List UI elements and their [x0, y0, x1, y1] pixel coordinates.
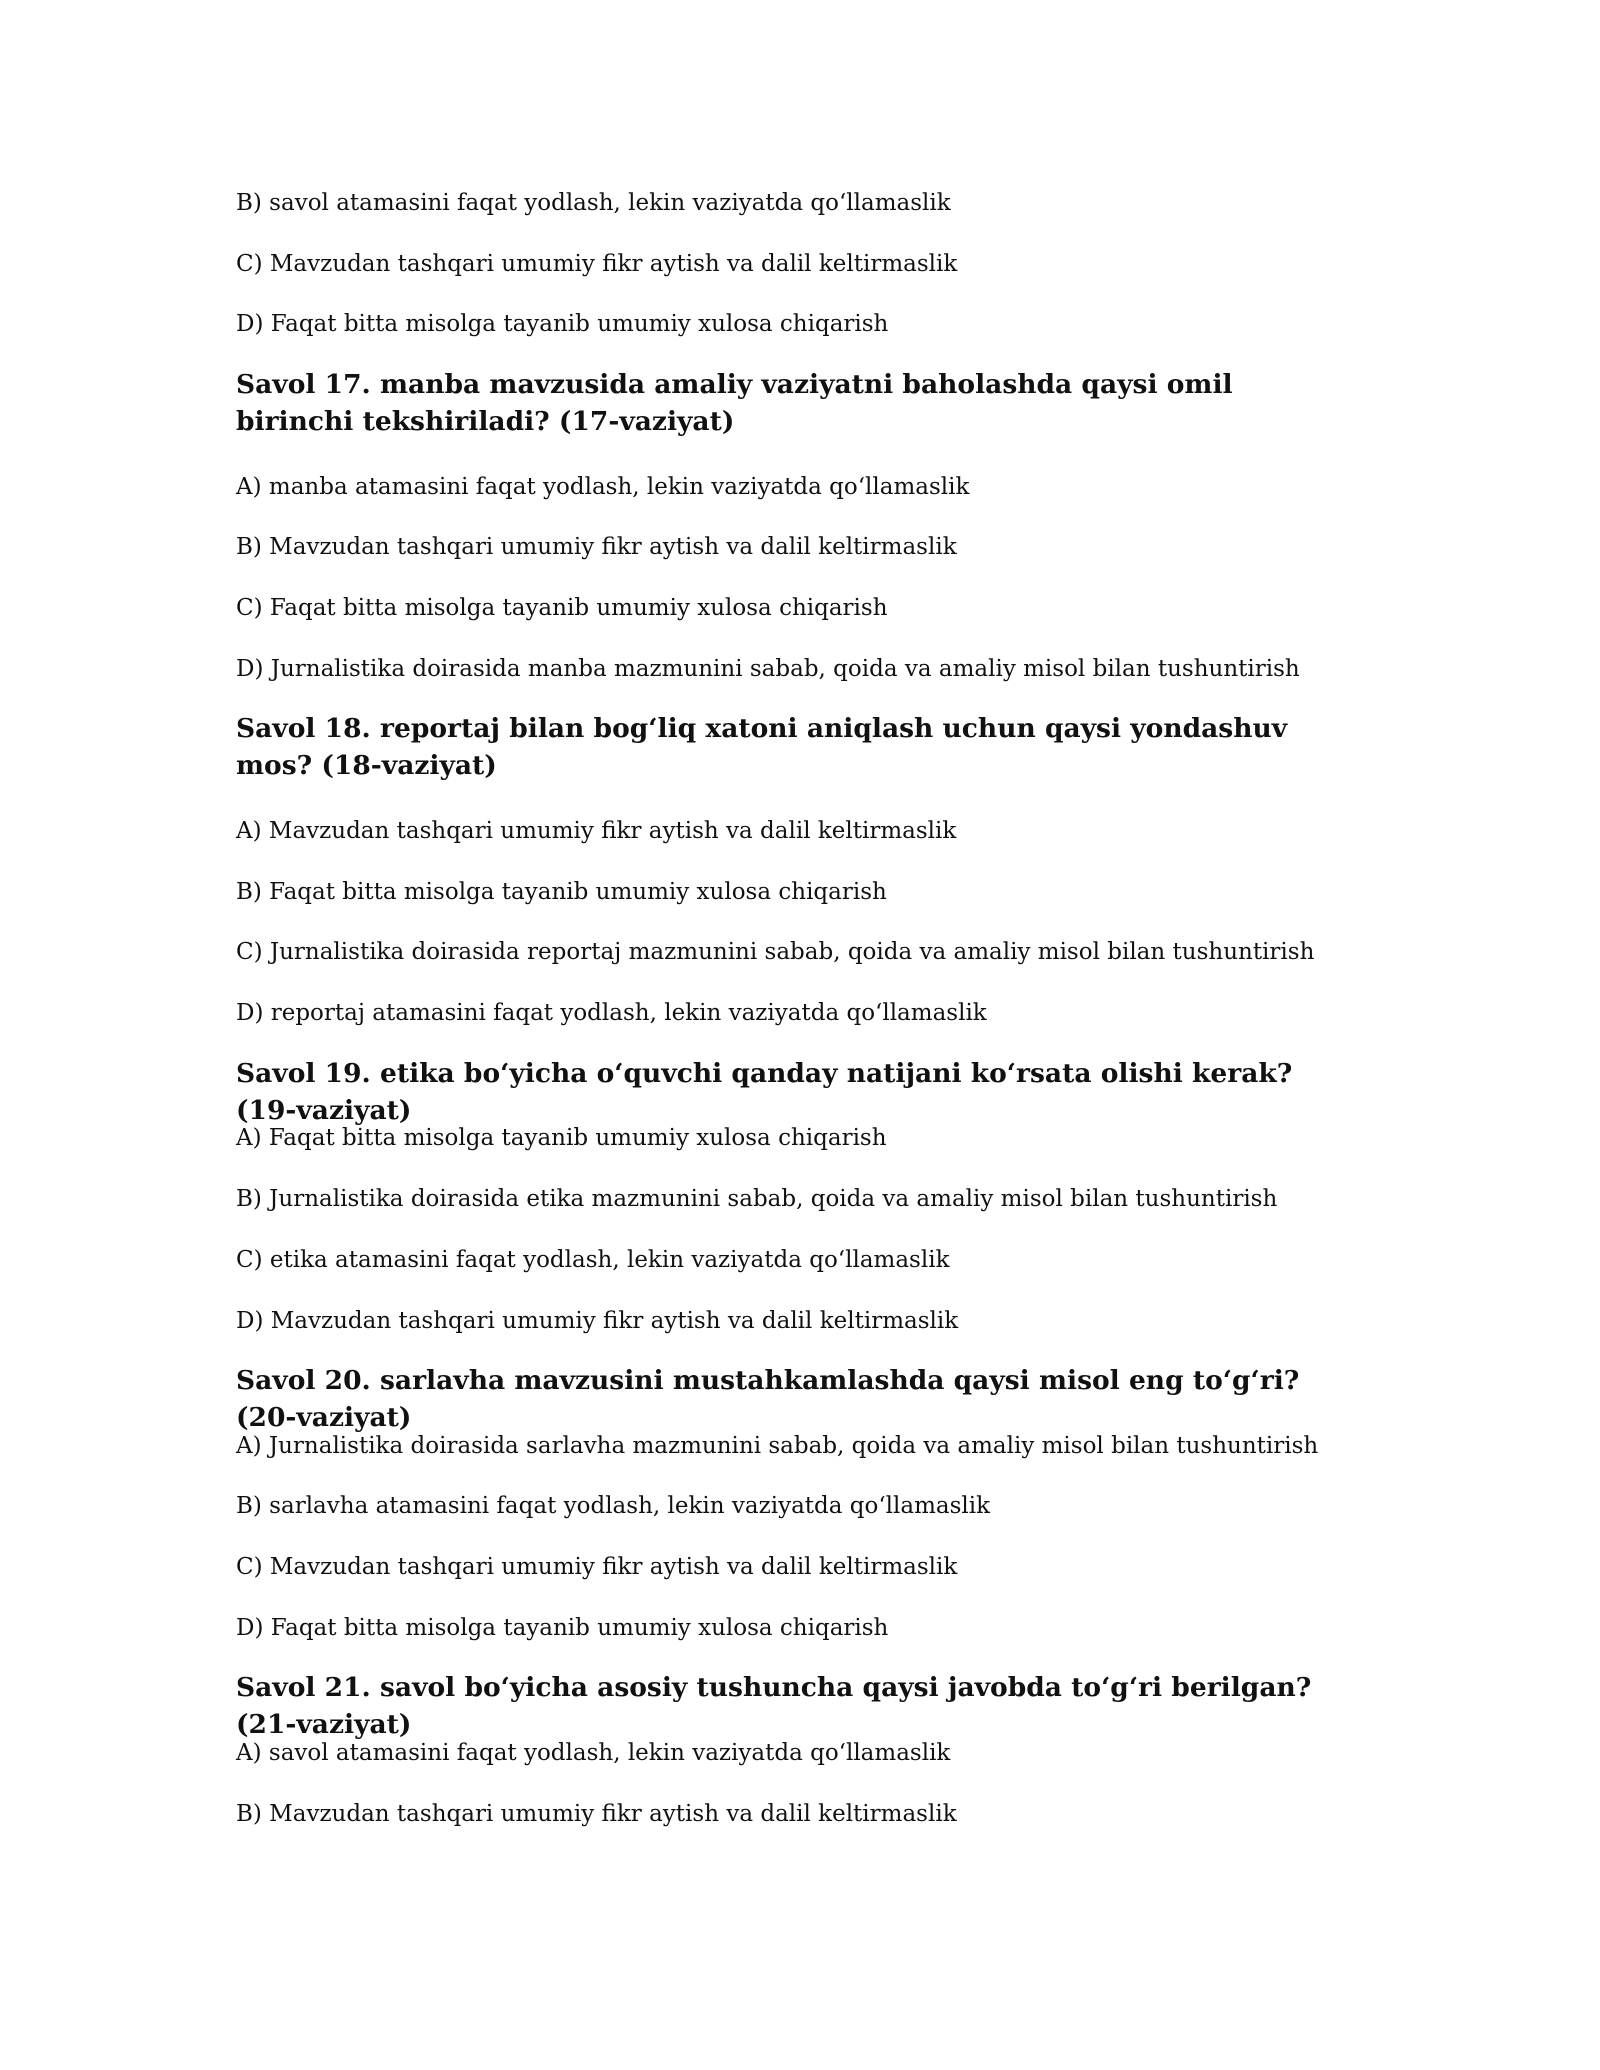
answer-option: B) Faqat bitta misolga tayanib umumiy xulosa chiqarish: [236, 879, 887, 905]
answer-option: C) Mavzudan tashqari umumiy fikr aytish va dalil keltirmaslik: [236, 1554, 958, 1580]
answer-option: B) Jurnalistika doirasida etika mazmunini sabab, qoida va amaliy misol bilan tushuntirish: [236, 1186, 1278, 1212]
question-heading: Savol 17. manba mavzusida amaliy vaziyatni baholashda qaysi omil birinchi tekshiriladi? (17-vaziyat): [236, 369, 1233, 437]
answer-option: D) Faqat bitta misolga tayanib umumiy xulosa chiqarish: [236, 1615, 889, 1641]
answer-option: A) manba atamasini faqat yodlash, lekin vaziyatda qo‘llamaslik: [236, 474, 970, 500]
answer-option: A) savol atamasini faqat yodlash, lekin vaziyatda qo‘llamaslik: [236, 1740, 951, 1766]
answer-option: D) reportaj atamasini faqat yodlash, lekin vaziyatda qo‘llamaslik: [236, 1000, 987, 1026]
answer-option: B) Mavzudan tashqari umumiy fikr aytish va dalil keltirmaslik: [236, 534, 957, 560]
answer-option: B) savol atamasini faqat yodlash, lekin vaziyatda qo‘llamaslik: [236, 190, 951, 216]
answer-option: C) etika atamasini faqat yodlash, lekin vaziyatda qo‘llamaslik: [236, 1247, 950, 1273]
answer-option: C) Jurnalistika doirasida reportaj mazmunini sabab, qoida va amaliy misol bilan tushuntirish: [236, 939, 1315, 965]
question-heading: Savol 18. reportaj bilan bog‘liq xatoni aniqlash uchun qaysi yondashuv mos? (18-vaziyat): [236, 713, 1288, 781]
answer-option: C) Mavzudan tashqari umumiy fikr aytish va dalil keltirmaslik: [236, 251, 958, 277]
answer-option: A) Mavzudan tashqari umumiy fikr aytish va dalil keltirmaslik: [236, 818, 957, 844]
answer-option: A) Jurnalistika doirasida sarlavha mazmunini sabab, qoida va amaliy misol bilan tushuntirish: [236, 1433, 1319, 1459]
question-heading: Savol 21. savol bo‘yicha asosiy tushuncha qaysi javobda to‘g‘ri berilgan? (21-vaziyat): [236, 1672, 1312, 1740]
question-heading: Savol 20. sarlavha mavzusini mustahkamlashda qaysi misol eng to‘g‘ri? (20-vaziyat): [236, 1365, 1300, 1433]
answer-option: B) Mavzudan tashqari umumiy fikr aytish va dalil keltirmaslik: [236, 1801, 957, 1827]
answer-option: D) Mavzudan tashqari umumiy fikr aytish va dalil keltirmaslik: [236, 1308, 959, 1334]
question-heading: Savol 19. etika bo‘yicha o‘quvchi qanday natijani ko‘rsata olishi kerak? (19-vaziyat): [236, 1058, 1293, 1126]
answer-option: A) Faqat bitta misolga tayanib umumiy xulosa chiqarish: [236, 1125, 887, 1151]
answer-option: D) Jurnalistika doirasida manba mazmunini sabab, qoida va amaliy misol bilan tushuntirish: [236, 656, 1300, 682]
answer-option: C) Faqat bitta misolga tayanib umumiy xulosa chiqarish: [236, 595, 888, 621]
answer-option: D) Faqat bitta misolga tayanib umumiy xulosa chiqarish: [236, 311, 889, 337]
answer-option: B) sarlavha atamasini faqat yodlash, lekin vaziyatda qo‘llamaslik: [236, 1493, 991, 1519]
